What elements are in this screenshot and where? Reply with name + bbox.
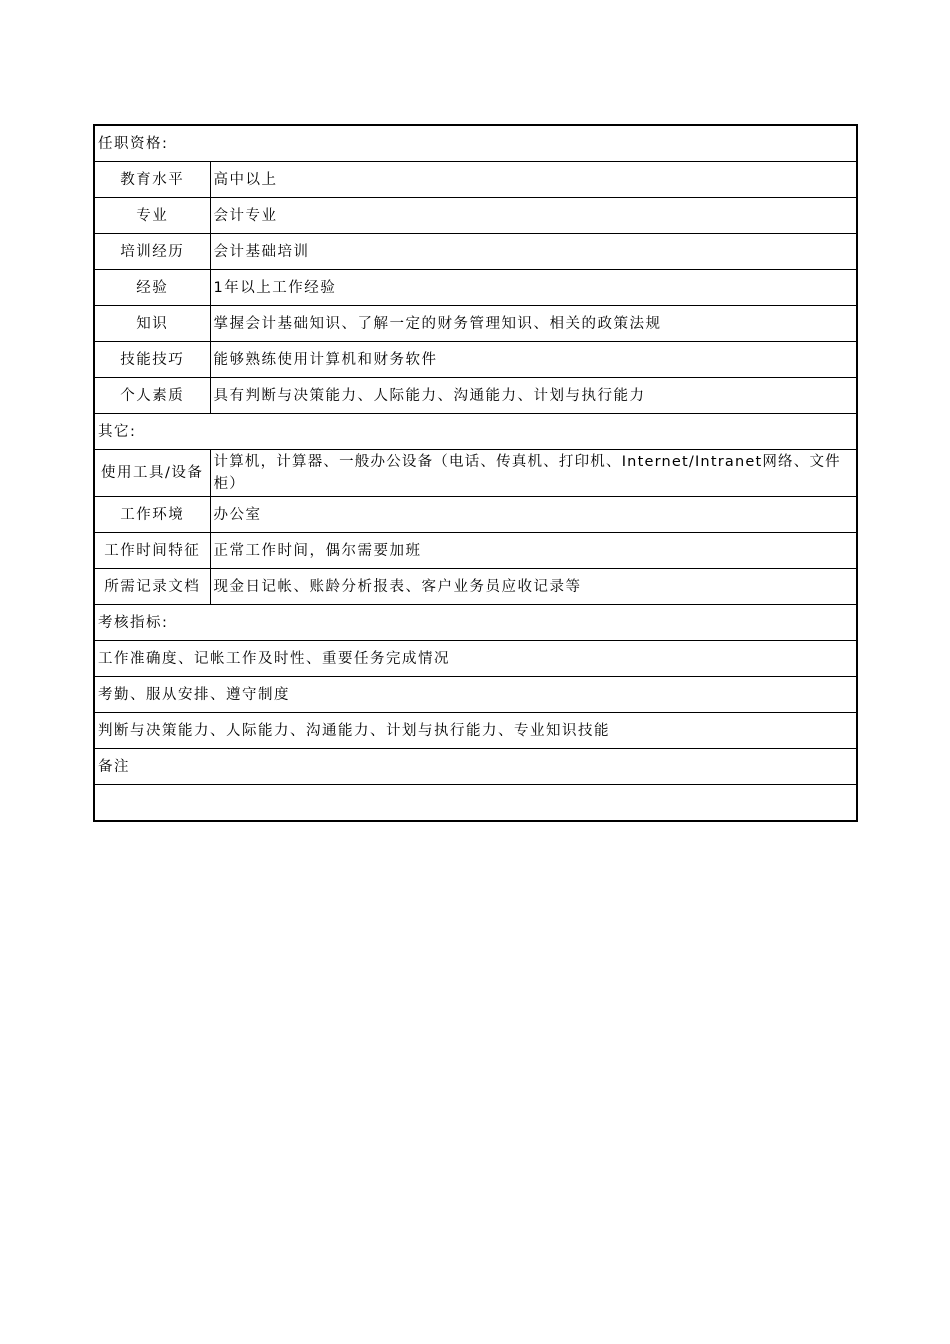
row-label-training: 培训经历 <box>94 234 210 270</box>
table-row <box>94 162 857 198</box>
row-value-personal-qualities: 具有判断与决策能力、人际能力、沟通能力、计划与执行能力 <box>210 378 857 414</box>
table-row <box>94 198 857 234</box>
table-row <box>94 378 857 414</box>
row-label-environment: 工作环境 <box>94 497 210 533</box>
row-label-experience: 经验 <box>94 270 210 306</box>
row-label-major: 专业 <box>94 198 210 234</box>
table-row <box>94 497 857 533</box>
row-value-experience: 1年以上工作经验 <box>210 270 857 306</box>
assessment-item: 工作准确度、记帐工作及时性、重要任务完成情况 <box>94 641 857 677</box>
row-value-environment: 办公室 <box>210 497 857 533</box>
assessment-item: 考勤、服从安排、遵守制度 <box>94 677 857 713</box>
section-header-qualifications: 任职资格: <box>94 125 857 162</box>
row-value-records: 现金日记帐、账龄分析报表、客户业务员应收记录等 <box>210 569 857 605</box>
row-value-training: 会计基础培训 <box>210 234 857 270</box>
row-value-working-hours: 正常工作时间，偶尔需要加班 <box>210 533 857 569</box>
table-row <box>94 569 857 605</box>
assessment-item: 判断与决策能力、人际能力、沟通能力、计划与执行能力、专业知识技能 <box>94 713 857 749</box>
row-label-working-hours: 工作时间特征 <box>94 533 210 569</box>
table-row <box>94 450 857 497</box>
table-row <box>94 270 857 306</box>
table-row <box>94 785 857 822</box>
row-value-skills: 能够熟练使用计算机和财务软件 <box>210 342 857 378</box>
section-row-other <box>94 414 857 450</box>
section-header-other: 其它: <box>94 414 857 450</box>
row-label-knowledge: 知识 <box>94 306 210 342</box>
row-label-education: 教育水平 <box>94 162 210 198</box>
row-value-knowledge: 掌握会计基础知识、了解一定的财务管理知识、相关的政策法规 <box>210 306 857 342</box>
table-row <box>94 306 857 342</box>
section-header-assessment: 考核指标: <box>94 605 857 641</box>
section-row-assessment <box>94 605 857 641</box>
table-row <box>94 713 857 749</box>
section-row-remarks <box>94 749 857 785</box>
remarks-value <box>94 785 857 822</box>
table-row <box>94 641 857 677</box>
row-label-tools: 使用工具/设备 <box>94 450 210 497</box>
row-label-skills: 技能技巧 <box>94 342 210 378</box>
row-value-tools: 计算机，计算器、一般办公设备（电话、传真机、打印机、Internet/Intranet网络、文件柜） <box>210 450 857 497</box>
row-value-education: 高中以上 <box>210 162 857 198</box>
row-label-personal-qualities: 个人素质 <box>94 378 210 414</box>
section-header-remarks: 备注 <box>94 749 857 785</box>
table-row <box>94 533 857 569</box>
section-row-qualifications <box>94 125 857 162</box>
table-row <box>94 342 857 378</box>
job-qualification-table <box>93 124 858 822</box>
row-label-records: 所需记录文档 <box>94 569 210 605</box>
table-row <box>94 234 857 270</box>
table-row <box>94 677 857 713</box>
row-value-major: 会计专业 <box>210 198 857 234</box>
